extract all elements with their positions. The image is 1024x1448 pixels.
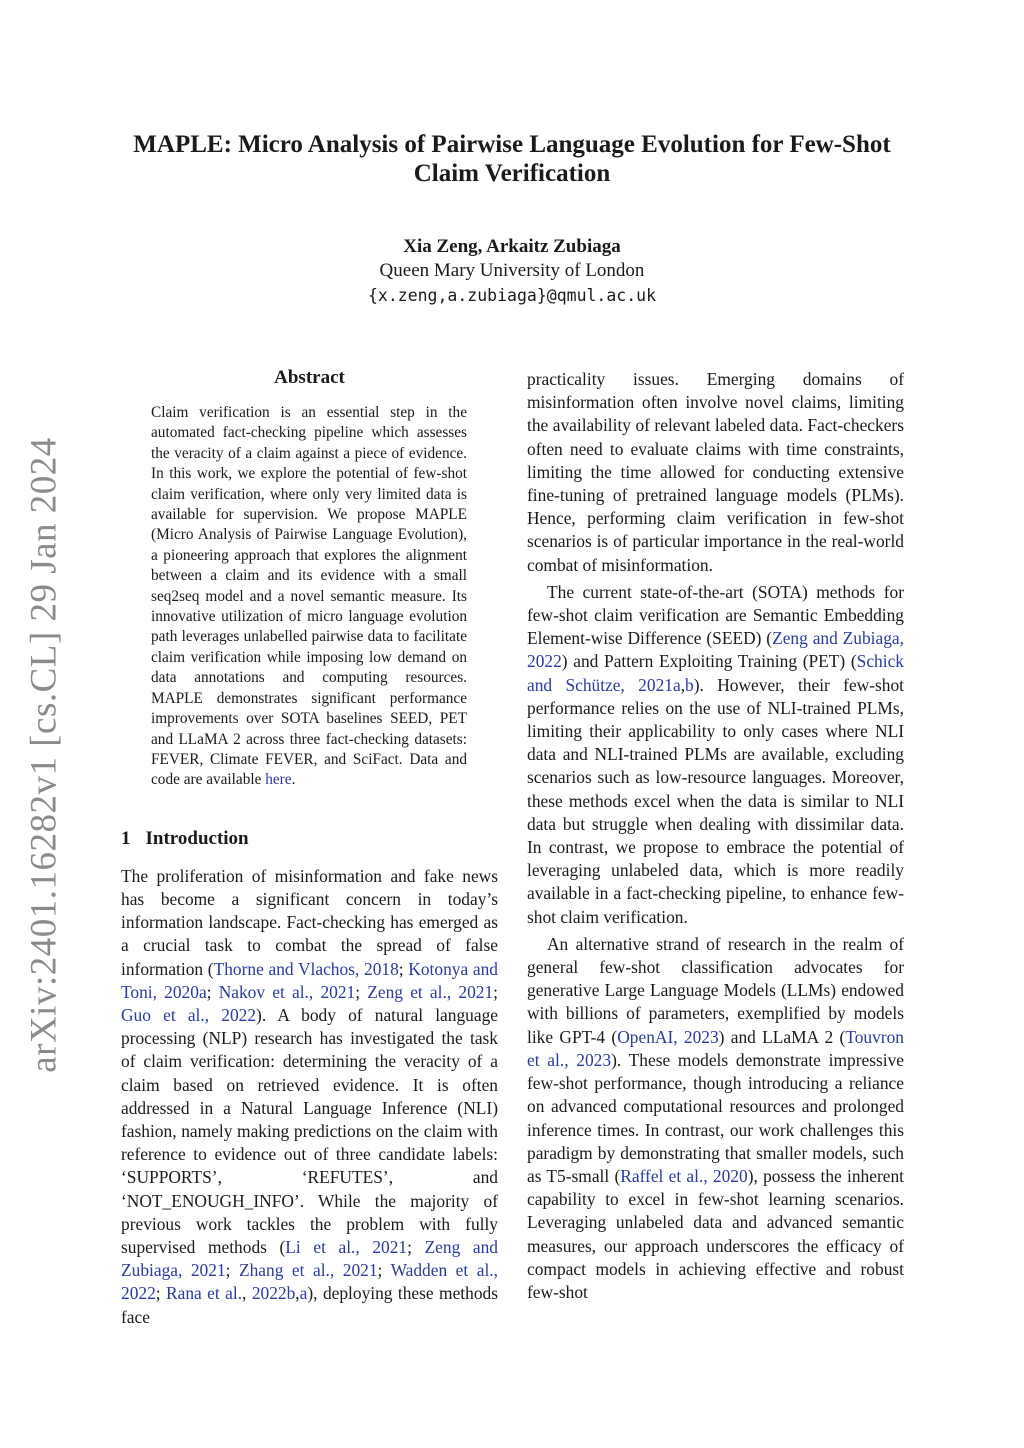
abstract-end-punct: . xyxy=(291,771,296,789)
section-number: 1 xyxy=(121,827,131,849)
citation-separator: ; xyxy=(206,981,219,1002)
paper-title: MAPLE: Micro Analysis of Pairwise Language Evolution for Few-Shot Claim Verification xyxy=(133,131,891,187)
citation-link[interactable]: Li et al., 2021 xyxy=(285,1236,408,1257)
paragraph-text: ). These models demonstrate impressive few-shot performance, though introducing a reliance on advanced computational resources and prolonged inference times. In contrast, our work challenges this paradigm by demonstrating that smaller models, such as T5-small ( xyxy=(527,1049,904,1186)
citation-link[interactable]: Touvron et al., 2023 xyxy=(527,1026,904,1070)
section-title: Introduction xyxy=(145,827,249,849)
title-block xyxy=(0,130,1024,309)
citation-separator: ; xyxy=(493,981,498,1002)
abstract-text xyxy=(151,403,467,791)
citation-link[interactable]: Thorne and Vlachos, 2018 xyxy=(213,958,399,979)
left-column xyxy=(121,366,498,1329)
paragraph-text: The current state-of-the-art (SOTA) methods for few-shot claim verification are Semantic Embedding Element-wise Difference (SEED) ( xyxy=(527,581,904,649)
citation-link[interactable]: Guo et al., 2022 xyxy=(121,1004,257,1025)
citation-separator: ; xyxy=(355,981,368,1002)
paragraph-text: The proliferation of misinformation and fake news has become a significant concern in today’s information landscape. Fact-checking has emerged as a crucial task to combat the spread of false information ( xyxy=(121,865,498,979)
intro-paragraph-1 xyxy=(121,865,498,1329)
citation-link[interactable]: Kotonya and Toni, 2020a xyxy=(121,958,498,1002)
citation-separator: ; xyxy=(377,1260,391,1281)
citation-separator: ; xyxy=(155,1283,167,1304)
intro-paragraph-2 xyxy=(527,581,904,929)
section-heading-introduction xyxy=(121,827,498,851)
author-email: {x.zeng,a.zubiaga}@qmul.ac.uk xyxy=(367,286,657,305)
citation-link[interactable]: OpenAI, 2023 xyxy=(617,1026,719,1047)
citation-link[interactable]: Zhang et al., 2021 xyxy=(238,1260,378,1281)
citation-link[interactable]: Zeng et al., 2021 xyxy=(367,981,494,1002)
data-code-link[interactable]: here xyxy=(265,771,292,789)
citation-link[interactable]: Raffel et al., 2020 xyxy=(620,1165,748,1186)
abstract-body-text: Claim verification is an essential step in the automated fact-checking pipeline which assesses the veracity of a claim against a piece of evidence. In this work, we explore the potential of few-shot claim verification, where only very limited data is available for supervision. We propose MAPLE (Micro Analysis of Pairwise Language Evolution), a pioneering approach that explores the alignment between a claim and its evidence with a small seq2seq model and a novel semantic measure. Its innovative utilization of micro language evolution path leverages unlabelled pairwise data to facilitate claim verification while imposing low demand on data annotations and computing resources. MAPLE demonstrates significant performance improvements over SOTA baselines SEED, PET and LLaMA 2 across three fact-checking datasets: FEVER, Climate FEVER, and SciFact. Data and code are available xyxy=(151,404,467,789)
abstract-heading: Abstract xyxy=(274,367,345,388)
citation-separator: ; xyxy=(225,1260,239,1281)
citation-link[interactable]: Schick and Schütze, 2021a xyxy=(527,651,904,695)
citation-separator: ; xyxy=(398,958,409,979)
intro-paragraph-1-continued: practicality issues. Emerging domains of misinformation often involve novel claims, limiting the availability of relevant labeled data. Fact-checkers often need to evaluate claims with time constraints, limiting the time allowed for conducting extensive fine-tuning of pretrained language models (PLMs). Hence, performing claim verification in few-shot scenarios is of particular importance in the real-world combat of misinformation. xyxy=(527,369,904,575)
intro-paragraph-3 xyxy=(527,933,904,1304)
citation-link[interactable]: Zeng and Zubiaga, 2021 xyxy=(121,1236,498,1281)
right-column xyxy=(527,368,904,1304)
author-names: Xia Zeng, Arkaitz Zubiaga xyxy=(403,236,621,257)
citation-separator: ; xyxy=(407,1236,425,1257)
citation-link[interactable]: Nakov et al., 2021 xyxy=(218,981,356,1002)
citation-separator: , xyxy=(680,674,686,695)
author-affiliation: Queen Mary University of London xyxy=(379,260,645,281)
paragraph-text: ) and LLaMA 2 ( xyxy=(718,1026,846,1047)
paragraph-text: An alternative strand of research in the realm of general few-shot classification advocates for generative Large Language Models (LLMs) endowed with billions of parameters, exemplified by models like GPT-4 ( xyxy=(527,933,904,1047)
paragraph-text: ). However, their few-shot performance relies on the use of NLI-trained PLMs, limiting their applicability to only cases where NLI data and NLI-trained PLMs are available, excluding scenarios such as low-resource languages. Moreover, these methods excel when the data is similar to NLI data but struggle when dealing with dissimilar data. In contrast, we propose to embrace the potential of leveraging unlabeled data, which is more readily available in a fact-checking pipeline, to enhance few-shot claim verification. xyxy=(527,674,905,927)
citation-link[interactable]: Zeng and Zubiaga, 2022 xyxy=(527,628,904,672)
paragraph-text: ), deploying these methods face xyxy=(121,1283,498,1327)
citation-separator: , xyxy=(242,1283,252,1304)
citation-link[interactable]: b xyxy=(685,674,694,695)
paragraph-text: ), possess the inherent capability to excel in few-shot learning scenarios. Leveraging unlabeled data and advanced semantic measures, our approach underscores the efficacy of compact models in achieving effective and robust few-shot xyxy=(527,1165,904,1302)
citation-link[interactable]: a xyxy=(299,1283,308,1304)
paragraph-text: ) and Pattern Exploiting Training (PET) ( xyxy=(561,651,857,672)
citation-separator: , xyxy=(295,1283,300,1304)
citation-link[interactable]: Wadden et al., 2022 xyxy=(121,1260,498,1304)
citation-link[interactable]: 2022b xyxy=(251,1283,296,1304)
arxiv-identifier-stamp: arXiv:2401.16282v1 [cs.CL] 29 Jan 2024 xyxy=(23,437,65,1073)
paragraph-text: ). A body of natural language processing (NLP) research has investigated the task of claim verification: determining the veracity of a claim based on retrieved evidence. It is often addressed in a Natural Language Inference (NLI) fashion, namely making predictions on the claim with reference to evidence out of three candidate labels: ‘SUPPORTS’, ‘REFUTES’, and ‘NOT_ENOUGH_INFO’. While the majority of previous work tackles the problem with fully supervised methods ( xyxy=(121,1004,498,1257)
citation-link[interactable]: Rana et al. xyxy=(166,1283,243,1304)
